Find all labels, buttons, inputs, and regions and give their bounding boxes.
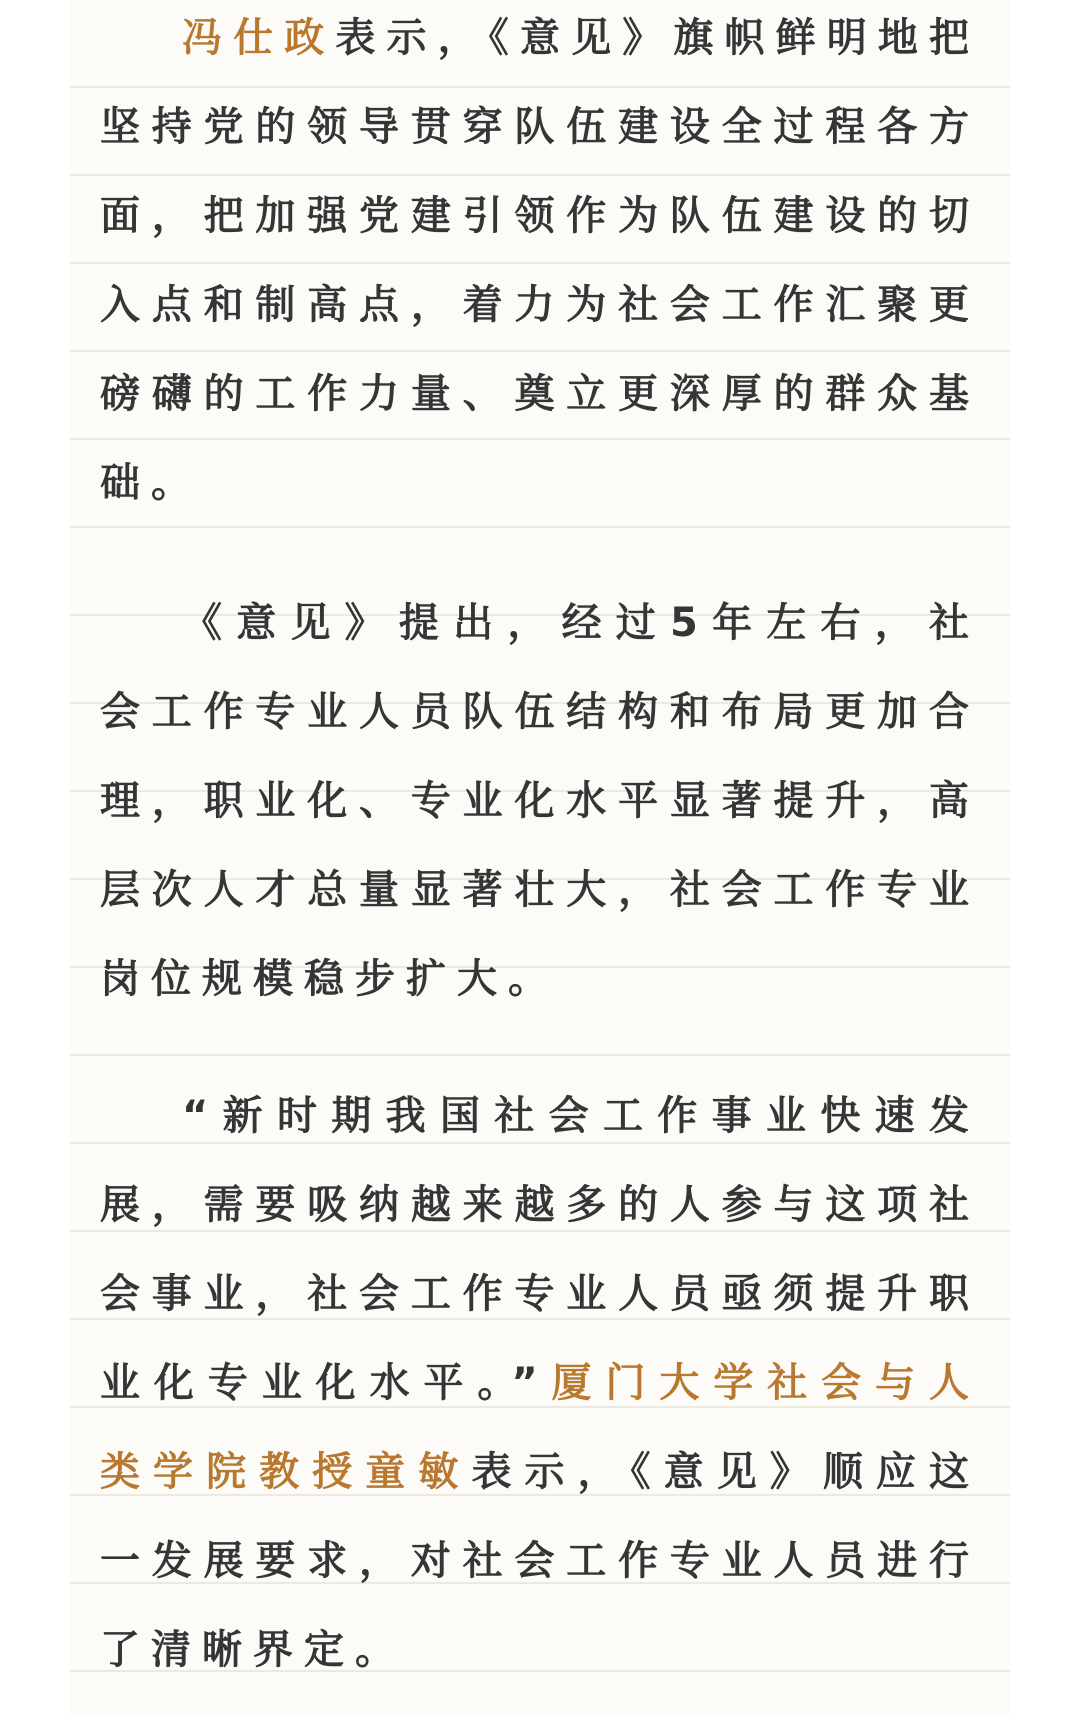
- paragraph-3: [100, 1072, 980, 1695]
- paragraph-2-text: 《意见》提出，经过5年左右，社会工作专业人员队伍结构和布局更加合理，职业化、专业化水平显著提升，高层次人才总量显著壮大，社会工作专业岗位规模稳步扩大。: [100, 600, 980, 1002]
- paragraph-1-text: 表示，《意见》旗帜鲜明地把坚持党的领导贯穿队伍建设全过程各方面，把加强党建引领作为队伍建设的切入点和制高点，着力为社会工作汇聚更磅礴的工作力量、奠立更深厚的群众基础。: [100, 15, 981, 506]
- paragraph-3-text: 表示，《意见》顺应这一发展要求，对社会工作专业人员进行了清晰界定。: [100, 1449, 980, 1673]
- paragraph-1: [100, 0, 980, 528]
- speaker-name: 厦门大学社会与人类学院教授童敏: [100, 1360, 980, 1495]
- paragraph-3-quote: “新时期我国社会工作事业快速发展，需要吸纳越来越多的人参与这项社会事业，社会工作专业人员亟须提升职业化专业化水平。”: [100, 1093, 980, 1406]
- speaker-name: 冯仕政: [182, 15, 336, 61]
- paragraph-2: [100, 579, 980, 1024]
- article-page: [70, 0, 1010, 1715]
